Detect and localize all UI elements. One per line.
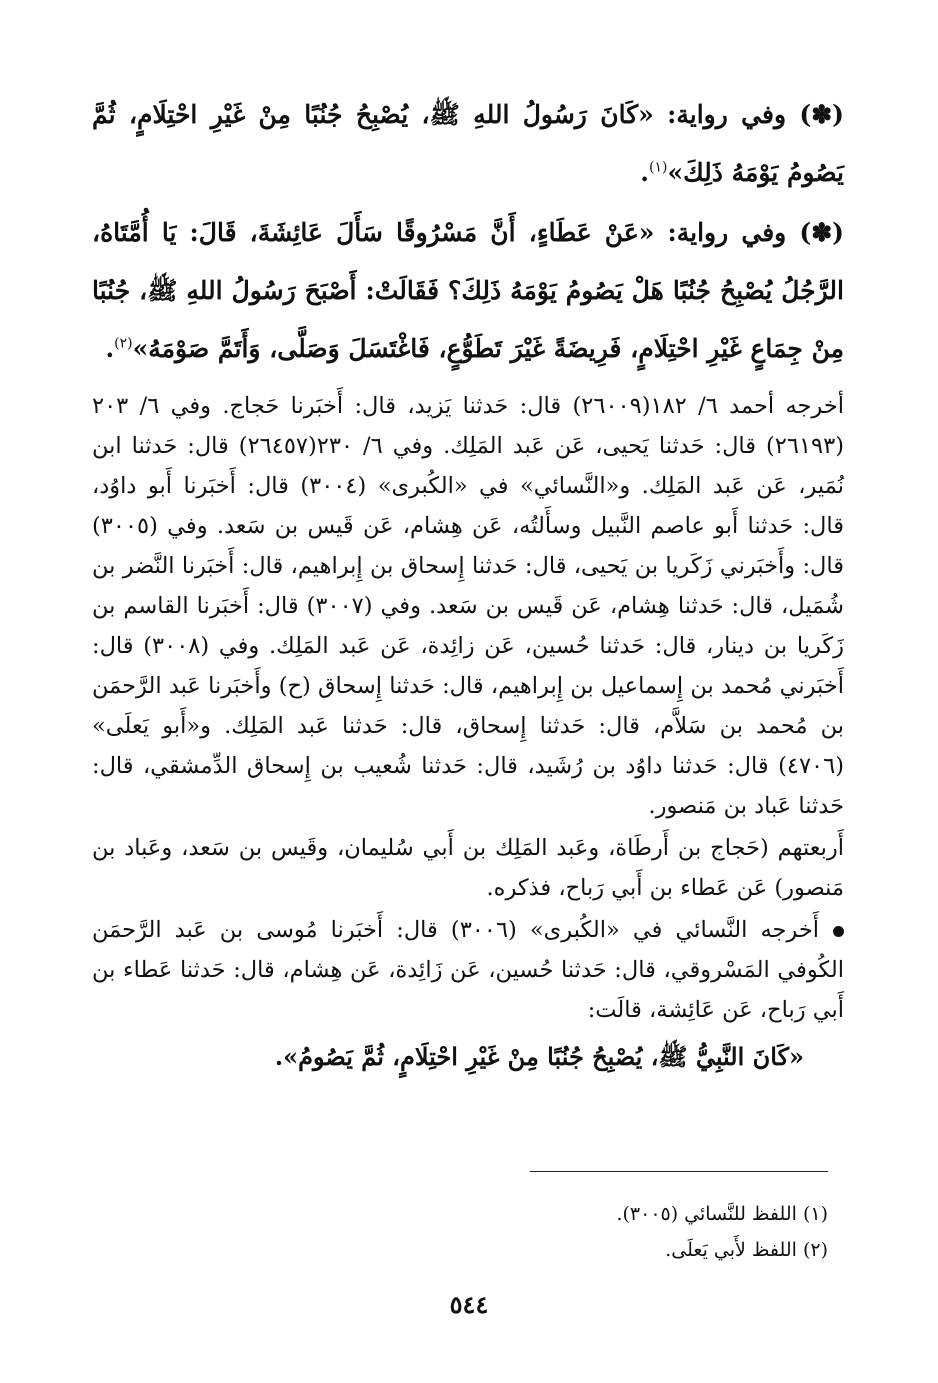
hadith-narration-2 <box>92 204 844 378</box>
narration-intro: (✽) وفي رواية: <box>653 100 844 129</box>
hadith-narration-1 <box>92 86 844 202</box>
footnote-divider <box>530 1171 828 1172</box>
footnote-1: (١) اللفظ للنَّسائي (٣٠٠٥). <box>616 1203 828 1225</box>
footnotes <box>128 1196 828 1268</box>
page-number: ٥٤٤ <box>449 1290 489 1319</box>
sentence-end: . <box>640 158 649 187</box>
sentence-end: . <box>105 334 115 363</box>
footnote-2: (٢) اللفظ لأَبي يَعلَى. <box>665 1239 828 1261</box>
takhrij-paragraph-1: أخرجه أحمد ٦/ ١٨٢(٢٦٠٠٩) قال: حَدثنا يَزيد، قال: أَخبَرنا حَجاج. وفي ٦/ ٢٠٣ (٢٦١٩٣) قال: حَدثنا يَحيى، عَن عَبد المَلِك. وفي ٦/ ٢٣٠(٢٦٤٥٧) قال: حَدثنا ابن نُمَير، عَن عَبد المَلِك. و«النَّسائي» في «الكُبرى» (٣٠٠٤) قال: أَخبَرنا أَبو داوُد، قال: حَدثنا أَبو عاصم النَّبيل وسأَلتُه، عَن هِشام، عَن قَيس بن سَعد. وفي (٣٠٠٥) قال: وأَخبَرني زَكَريا بن يَحيى، قال: حَدثنا إِسحاق بن إِبراهيم، قال: أَخبَرنا النَّضر بن شُمَيل، قال: حَدثنا هِشام، عَن قَيس بن سَعد. وفي (٣٠٠٧) قال: أَخبَرنا القاسم بن زَكَريا بن دينار، قال: حَدثنا حُسين، عَن زائِدة، عَن عَبد المَلِك. وفي (٣٠٠٨) قال: أَخبَرني مُحمد بن إِسماعيل بن إِبراهيم، قال: حَدثنا إِسحاق (ح) وأَخبَرنا عَبد الرَّحمَن بن مُحمد بن سَلاَّم، قال: حَدثنا إِسحاق، قال: حَدثنا عَبد المَلِك. و«أَبو يَعلَى» (٤٧٠٦) قال: حَدثنا داوُد بن رُشَيد، قال: حَدثنا شُعيب بن إِسحاق الدِّمشقي، قال: حَدثنا عَباد بن مَنصور. <box>92 393 845 819</box>
page-body <box>92 86 844 1084</box>
footnote-ref-1[interactable]: (١) <box>648 159 668 176</box>
takhrij-bullet-paragraph <box>92 910 844 1030</box>
narration-intro: (✽) وفي رواية: <box>654 218 844 247</box>
footnote-ref-2[interactable]: (٢) <box>114 335 133 352</box>
hadith-text: «عَنْ عَطَاءٍ، أَنَّ مَسْرُوقًا سَأَلَ عَائِشَةَ، قَالَ: يَا أُمَّتَاهُ، الرَّجُلُ يُصْبِحُ جُنُبًا هَلْ يَصُومُ يَوْمَهُ ذَلِكَ؟ فَقَالَتْ: أَصْبَحَ رَسُولُ اللهِ ﷺ، جُنُبًا مِنْ جِمَاعٍ غَيْرِ احْتِلَامٍ، فَرِيضَةً غَيْرَ تَطَوُّعٍ، فَاغْتَسَلَ وَصَلَّى، وَأَتَمَّ صَوْمَهُ» <box>92 218 844 363</box>
takhrij-bullet-text: أَخرجه النَّسائي في «الكُبرى» (٣٠٠٦) قال: أَخبَرنا مُوسى بن عَبد الرَّحمَن الكُوفي المَسْروقي، قال: حَدثنا حُسين، عَن زَائِدة، عَن هِشام، قال: حَدثنا عَطاء بن أَبي رَباح، عَن عَائِشة، قالَت: <box>92 917 844 1023</box>
hadith-quote: «كَانَ النَّبِيُّ ﷺ، يُصْبِحُ جُنُبًا مِنْ غَيْرِ احْتِلَامٍ، ثُمَّ يَصُومُ». <box>274 1042 804 1071</box>
bullet-icon <box>833 926 844 937</box>
hadith-text: «كَانَ رَسُولُ اللهِ ﷺ، يُصْبِحُ جُنُبًا مِنْ غَيْرِ احْتِلَامٍ، ثُمَّ يَصُومُ يَوْمَهُ ذَلِكَ» <box>92 100 844 187</box>
takhrij-paragraph-2: أَربعتهم (حَجاج بن أَرطَاة، وعَبد المَلِك بن أَبي سُليمان، وقَيس بن سَعد، وعَباد بن مَنصور) عَن عَطاء بن أَبي رَباح، فذكره. <box>92 835 844 901</box>
